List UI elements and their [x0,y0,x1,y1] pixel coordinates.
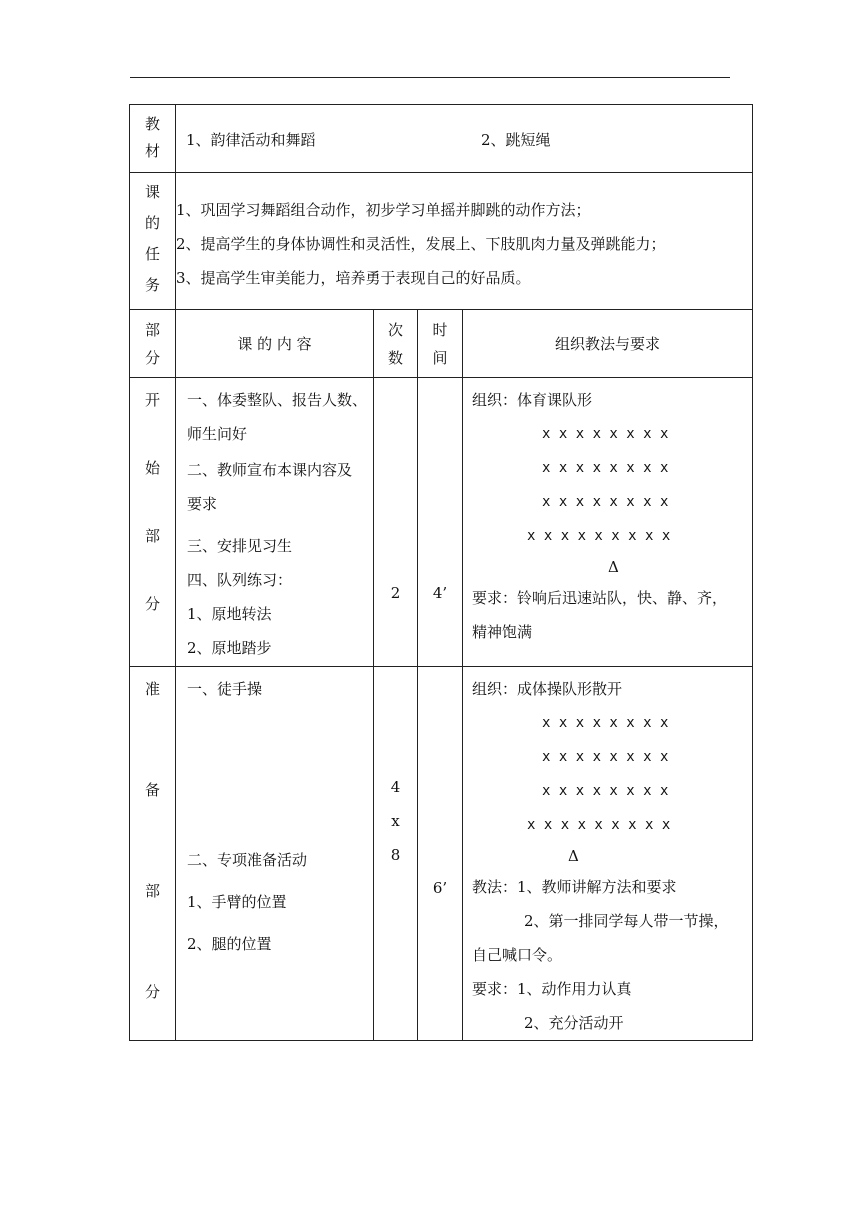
content-line: 一、体委整队、报告人数、 [187,391,368,409]
prep-label: 准 备 部 分 [130,667,176,1041]
formation-row: x x x x x x x x [542,783,669,799]
content-line: 二、专项准备活动 [187,851,308,869]
org-text: 组织：成体操队形散开 [472,680,623,698]
method-line: 2、第一排同学每人带一节操， [524,912,729,930]
requirement-line: 精神饱满 [472,623,533,641]
content-line: 1、手臂的位置 [187,893,287,911]
formation-row: x x x x x x x x x [527,528,671,544]
task-line: 2、提高学生的身体协调性和灵活性，发展上、下肢肌肉力量及弹跳能力； [176,235,666,253]
tasks-content [176,173,753,310]
task-line: 1、巩固学习舞蹈组合动作，初步学习单摇并脚跳的动作方法； [176,201,591,219]
content-line: 2、原地踏步 [187,639,272,657]
content-line: 1、原地转法 [187,605,272,623]
formation-row: x x x x x x x x [542,426,669,442]
header-row [130,310,753,378]
start-content [176,378,374,667]
prep-content [176,667,374,1041]
content-line: 二、教师宣布本课内容及 [187,461,353,479]
start-method [463,378,753,667]
prep-count: 4 x 8 [374,667,418,1041]
header-time: 时 间 [418,310,463,378]
formation-row: x x x x x x x x [542,715,669,731]
header-content: 课 的 内 容 [176,310,374,378]
task-line: 3、提高学生审美能力，培养勇于表现自己的好品质。 [176,269,531,287]
material-item-2: 2、跳短绳 [481,131,551,149]
prep-method [463,667,753,1041]
start-label: 开 始 部 分 [130,378,176,667]
prep-time: 6’ [418,667,463,1041]
content-line: 四、队列练习： [187,571,293,589]
lesson-plan-table [129,104,753,1041]
header-part: 部 分 [130,310,176,378]
header-rule [130,77,730,78]
org-text: 组织：体育课队形 [472,391,593,409]
content-line: 一、徒手操 [187,680,263,698]
method-line: 教法：1、教师讲解方法和要求 [472,878,677,896]
tasks-row [130,173,753,310]
teacher-mark: Δ [608,558,619,576]
materials-row [130,105,753,173]
content-line: 师生问好 [187,425,248,443]
content-line: 2、腿的位置 [187,935,272,953]
materials-label: 教 材 [130,105,176,173]
start-count: 2 [374,378,418,667]
tasks-label: 课 的 任 务 [130,173,176,310]
header-method: 组织教法与要求 [463,310,753,378]
materials-content [176,105,753,173]
start-row [130,378,753,667]
formation-row: x x x x x x x x [542,460,669,476]
requirement-line: 2、充分活动开 [524,1014,624,1032]
formation-row: x x x x x x x x [542,749,669,765]
teacher-mark: Δ [568,847,579,865]
requirement-line: 要求：1、动作用力认真 [472,980,632,998]
start-time: 4’ [418,378,463,667]
material-item-1: 1、韵律活动和舞蹈 [186,131,316,149]
content-line: 要求 [187,495,218,513]
formation-row: x x x x x x x x [542,494,669,510]
header-count: 次 数 [374,310,418,378]
prep-row [130,667,753,1041]
formation-row: x x x x x x x x x [527,817,671,833]
method-line: 自己喊口令。 [472,946,563,964]
requirement-line: 要求：铃响后迅速站队，快、静、齐， [472,589,728,607]
content-line: 三、安排见习生 [187,537,293,555]
